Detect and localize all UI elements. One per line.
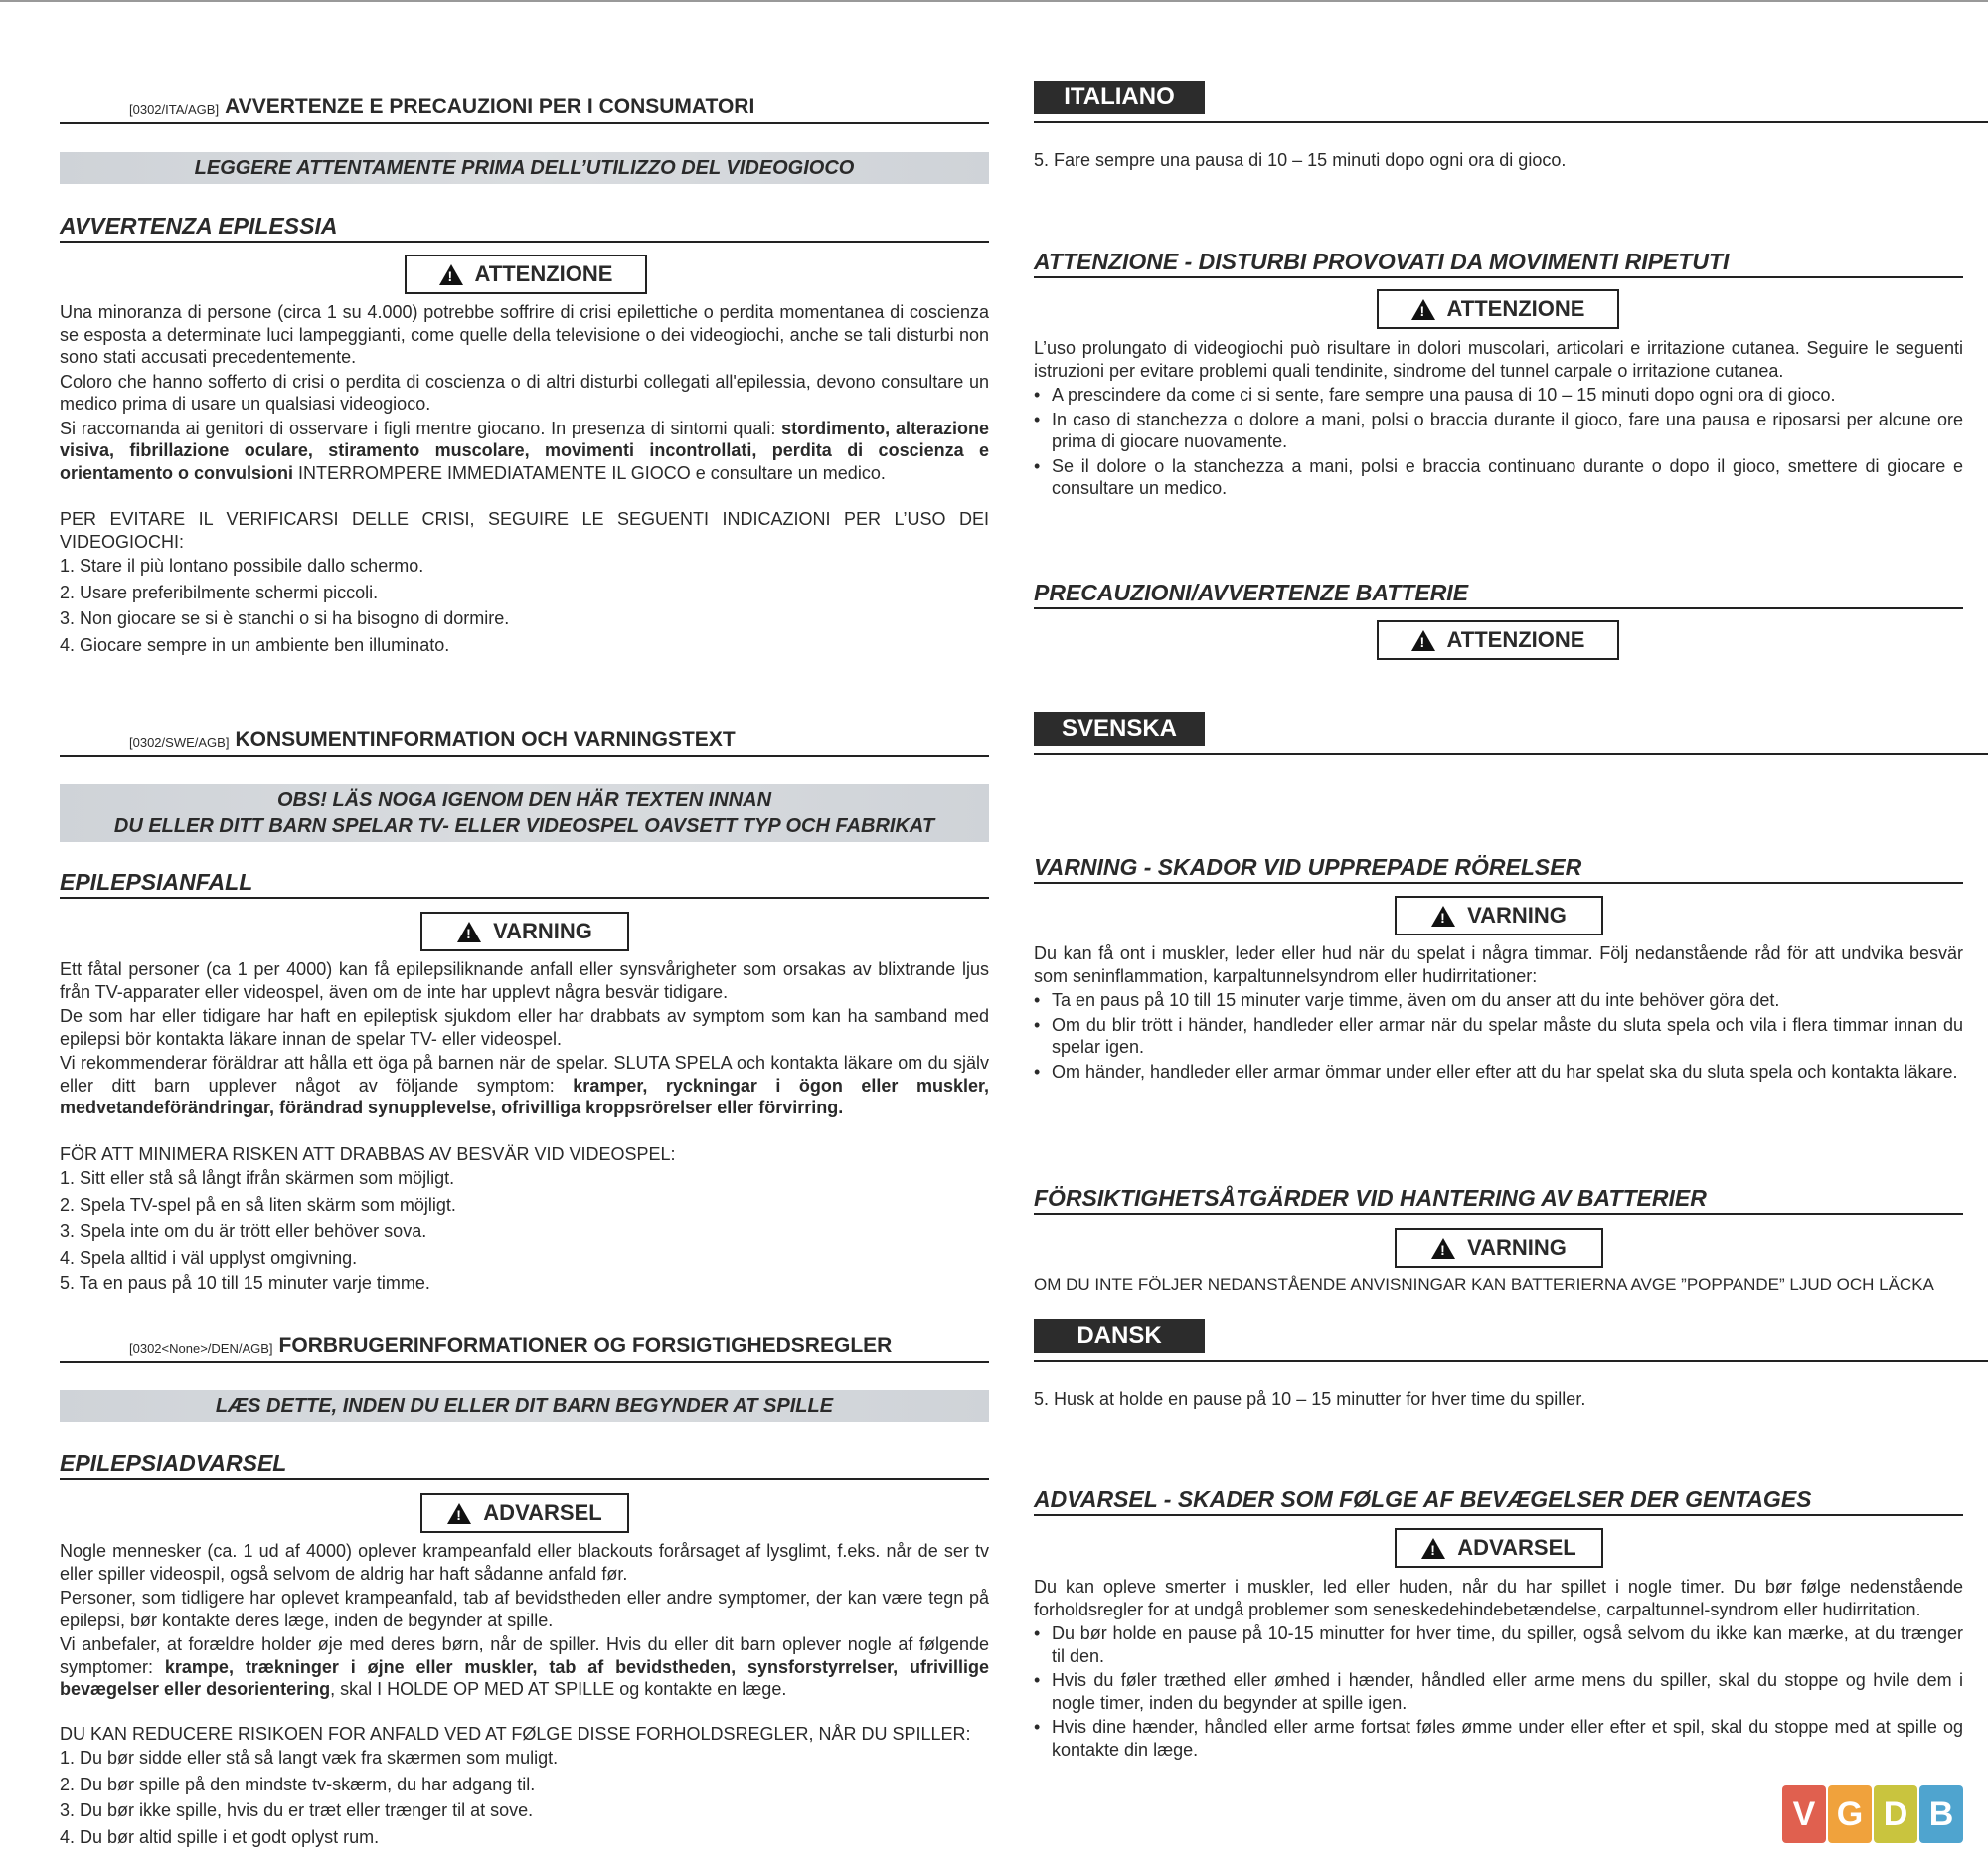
list-item: • Du bør holde en pause på 10-15 minutter for hver time, du spiller, også selvom du ikke kan mærke, at du trænger til den. bbox=[1052, 1622, 1963, 1667]
swedish-p3a: Vi rekommenderar föräldrar att hålla ett öga på barnen när de spelar. SLUTA SPELA och kontakta läkare om du själv eller ditt barn upplever något av följande symptom: bbox=[60, 1053, 989, 1096]
list-item: 2. Usare preferibilmente schermi piccoli. bbox=[60, 582, 379, 602]
italian-item5: 5. Fare sempre una pausa di 10 – 15 minuti dopo ogni ora di gioco. bbox=[1034, 150, 1567, 170]
italian-title: AVVERTENZE E PRECAUZIONI PER I CONSUMATORI bbox=[225, 95, 755, 118]
danish-rsi-warning-label: ADVARSEL bbox=[1457, 1535, 1576, 1560]
italian-list bbox=[60, 555, 989, 656]
danish-header bbox=[60, 1328, 989, 1363]
italian-p3a: Si raccomanda ai genitori di osservare i figli mentre giocano. In presenza di sintomi quali: bbox=[60, 418, 782, 438]
italian-battery-heading: PRECAUZIONI/AVVERTENZE BATTERIE bbox=[1034, 580, 1963, 609]
warning-triangle-icon bbox=[1421, 1538, 1445, 1559]
list-item: 2. Spela TV-spel på en så liten skärm som möjligt. bbox=[60, 1194, 456, 1215]
danish-rsi-p: Du kan opleve smerter i muskler, led eller huden, når du har spillet i nogle timer. Du bør følge nedenstående forholdsregler for at undgå problemer som seneskedehindebetændelse, carpaltunnel-syndrom eller hudirritation. bbox=[1034, 1577, 1963, 1619]
italian-rsi-warning-box bbox=[1377, 289, 1619, 329]
danish-p3c: , skal I HOLDE OP MED AT SPILLE og kontakte en læge. bbox=[330, 1679, 787, 1699]
swedish-header-rule bbox=[1034, 753, 1988, 755]
list-item: 1. Stare il più lontano possibile dallo schermo. bbox=[60, 556, 424, 576]
list-item: • Hvis du føler træthed eller ømhed i hænder, håndled eller arme mens du spiller, skal du stoppe og hvile dem i nogle timer, inden du begynder at spille igen. bbox=[1052, 1669, 1963, 1714]
danish-item5: 5. Husk at holde en pause på 10 – 15 minutter for hver time du spiller. bbox=[1034, 1389, 1586, 1409]
danish-rsi-heading: ADVARSEL - SKADER SOM FØLGE AF BEVÆGELSER DER GENTAGES bbox=[1034, 1486, 1963, 1516]
italian-battery-warning-label: ATTENZIONE bbox=[1446, 627, 1585, 652]
swedish-rsi-heading: VARNING - SKADOR VID UPPREPADE RÖRELSER bbox=[1034, 854, 1963, 884]
swedish-warning-box bbox=[420, 912, 629, 951]
list-item: • Se il dolore o la stanchezza a mani, polsi e braccia continuano durante o dopo il gioco, smettere di giocare e consultare un medico. bbox=[1052, 455, 1963, 500]
danish-title: FORBRUGERINFORMATIONER OG FORSIGTIGHEDSREGLER bbox=[278, 1334, 893, 1357]
list-item: 4. Spela alltid i väl upplyst omgivning. bbox=[60, 1247, 358, 1268]
swedish-banner-line2: DU ELLER DITT BARN SPELAR TV- ELLER VIDEOSPEL OAVSETT TYP OCH FABRIKAT bbox=[113, 815, 935, 837]
warning-triangle-icon bbox=[439, 264, 463, 285]
swedish-epilepsy-heading: EPILEPSIANFALL bbox=[60, 869, 989, 899]
swedish-p3b: kramper, ryckningar i ögon eller muskler, medvetandeförändringar, förändrad synupplevelse, ofrivilliga kroppsrörelser eller förvirring. bbox=[60, 1075, 989, 1117]
swedish-title: KONSUMENTINFORMATION OCH VARNINGSTEXT bbox=[235, 728, 736, 751]
list-item: 4. Du bør altid spille i et godt oplyst rum. bbox=[60, 1826, 380, 1847]
danish-epilepsy-text bbox=[60, 1540, 989, 1852]
warning-triangle-icon bbox=[1431, 1238, 1455, 1259]
danish-rsi-list bbox=[1034, 1622, 1963, 1761]
swedish-rsi-warning-label: VARNING bbox=[1467, 903, 1567, 928]
list-item: • A prescindere da come ci si sente, fare sempre una pausa di 10 – 15 minuti dopo ogni ora di gioco. bbox=[1052, 384, 1963, 407]
logo-letter: V bbox=[1782, 1785, 1826, 1843]
danish-epilepsy-heading: EPILEPSIADVARSEL bbox=[60, 1450, 989, 1480]
swedish-banner bbox=[60, 784, 989, 842]
danish-warning-label: ADVARSEL bbox=[483, 1500, 602, 1525]
list-item: 1. Sitt eller stå så långt ifrån skärmen som möjligt. bbox=[60, 1168, 455, 1188]
logo-letter: B bbox=[1919, 1785, 1963, 1843]
logo-letter: G bbox=[1828, 1785, 1872, 1843]
list-item: • Hvis dine hænder, håndled eller arme fortsat føles ømme under eller efter et spil, skal du stoppe med at spille og kontakte din læge. bbox=[1052, 1716, 1963, 1761]
swedish-rsi-p: Du kan få ont i muskler, leder eller hud när du spelat i några timmar. Följ nedanstående råd för att undvika besvär som seninflammation, karpaltunnelsyndrom eller hudirritationer: bbox=[1034, 943, 1963, 986]
swedish-code: [0302/SWE/AGB] bbox=[129, 735, 230, 750]
italian-p2: Coloro che hanno sofferto di crisi o perdita di coscienza o di altri disturbi collegati all'epilessia, devono consultare un medico prima di usare un qualsiasi videogioco. bbox=[60, 371, 989, 414]
logo-letter: D bbox=[1874, 1785, 1917, 1843]
vgdb-logo bbox=[1782, 1785, 1965, 1843]
italian-p3c: INTERROMPERE IMMEDIATAMENTE IL GIOCO e consultare un medico. bbox=[293, 462, 886, 483]
list-item: 3. Du bør ikke spille, hvis du er træt eller trænger til at sove. bbox=[60, 1800, 534, 1820]
swedish-p4: FÖR ATT MINIMERA RISKEN ATT DRABBAS AV BESVÄR VID VIDEOSPEL: bbox=[60, 1143, 676, 1164]
danish-rsi-warning-box bbox=[1395, 1528, 1603, 1568]
italian-rsi-text bbox=[1034, 337, 1963, 502]
italian-battery-warning-box bbox=[1377, 620, 1619, 660]
danish-p3b: krampe, trækninger i øjne eller muskler, tab af bevidstheden, synsforstyrrelser, ufrivillige bevægelser eller desorientering bbox=[60, 1656, 989, 1699]
italian-epilepsy-heading: AVVERTENZA EPILESSIA bbox=[60, 213, 989, 243]
warning-triangle-icon bbox=[1431, 906, 1455, 927]
italian-lang-tab: ITALIANO bbox=[1034, 81, 1205, 114]
list-item: 5. Ta en paus på 10 till 15 minuter varje timme. bbox=[60, 1274, 430, 1293]
danish-warning-box bbox=[420, 1493, 629, 1533]
swedish-p1: Ett fåtal personer (ca 1 per 4000) kan få epilepsiliknande anfall eller synsvårigheter som orsakas av blixtrande ljus från TV-apparater eller videospel, även om de inte har upplevt några besvär tidigare. bbox=[60, 959, 989, 1002]
danish-p2: Personer, som tidligere har oplevet krampeanfald, tab af bevidstheden eller andre symptomer, der kan være tegn på epilepsi, bør kontakte deres læge, inden de begynder at spille. bbox=[60, 1588, 989, 1630]
swedish-rsi-text bbox=[1034, 942, 1963, 1085]
italian-banner: LEGGERE ATTENTAMENTE PRIMA DELL’UTILIZZO DEL VIDEOGIOCO bbox=[60, 152, 989, 184]
swedish-banner-line1: OBS! LÄS NOGA IGENOM DEN HÄR TEXTEN INNAN bbox=[276, 789, 772, 811]
swedish-battery-heading: FÖRSIKTIGHETSÅTGÄRDER VID HANTERING AV BATTERIER bbox=[1034, 1185, 1963, 1215]
list-item: 2. Du bør spille på den mindste tv-skærm, du har adgang til. bbox=[60, 1774, 536, 1794]
danish-lang-tab: DANSK bbox=[1034, 1319, 1205, 1353]
list-item: 3. Spela inte om du är trött eller behöver sova. bbox=[60, 1221, 427, 1241]
danish-code: [0302<None>/DEN/AGB] bbox=[129, 1341, 273, 1356]
list-item: • Ta en paus på 10 till 15 minuter varje timme, även om du anser att du inte behöver göra det. bbox=[1052, 989, 1963, 1012]
swedish-battery-text: OM DU INTE FÖLJER NEDANSTÅENDE ANVISNINGAR KAN BATTERIERNA AVGE ”POPPANDE” LJUD OCH LÄCKA bbox=[1034, 1275, 1934, 1294]
danish-p3a: Vi anbefaler, at forældre holder øje med deres børn, når de spiller. Hvis du eller dit barn oplever nogle af følgende symptomer: bbox=[60, 1634, 989, 1677]
list-item: 3. Non giocare se si è stanchi o si ha bisogno di dormire. bbox=[60, 608, 510, 628]
italian-p3b: stordimento, alterazione visiva, fibrillazione oculare, stiramento muscolare, movimenti incontrollati, perdita di coscienza e orientamento o convulsioni bbox=[60, 418, 989, 483]
italian-rsi-warning-label: ATTENZIONE bbox=[1446, 296, 1585, 321]
list-item: • In caso di stanchezza o dolore a mani, polsi o braccia durante il gioco, fare una pausa e riposarsi per alcune ore prima di giocare nuovamente. bbox=[1052, 409, 1963, 453]
italian-warning-box bbox=[405, 255, 647, 294]
danish-p1: Nogle mennesker (ca. 1 ud af 4000) oplever krampeanfald eller blackouts forårsaget af lysglimt, f.eks. når de ser tv eller spiller videospil, også selvom de aldrig har haft sådanne anfald før. bbox=[60, 1541, 989, 1584]
italian-rsi-p: L’uso prolungato di videogiochi può risultare in dolori muscolari, articolari e irritazione cutanea. Seguire le seguenti istruzioni per evitare problemi quali tendinite, sindrome del tunnel carpale o irritazione cutanea. bbox=[1034, 338, 1963, 381]
danish-p4: DU KAN REDUCERE RISIKOEN FOR ANFALD VED AT FØLGE DISSE FORHOLDSREGLER, NÅR DU SPILLER: bbox=[60, 1723, 971, 1744]
warning-triangle-icon bbox=[1411, 299, 1435, 320]
italian-warning-label: ATTENZIONE bbox=[474, 261, 613, 286]
italian-epilepsy-text bbox=[60, 301, 989, 660]
italian-header-rule bbox=[1034, 121, 1988, 123]
italian-p1: Una minoranza di persone (circa 1 su 4.000) potrebbe soffrire di crisi epilettiche o perdita momentanea di coscienza se esposta a determinate luci lampeggianti, come quelle della televisione o dei videogiochi, anche se tali disturbi non sono stati accusati precedentemente. bbox=[60, 302, 989, 367]
swedish-list bbox=[60, 1167, 989, 1295]
italian-code: [0302/ITA/AGB] bbox=[129, 102, 220, 117]
swedish-lang-tab: SVENSKA bbox=[1034, 712, 1205, 746]
danish-header-rule bbox=[1034, 1360, 1988, 1362]
danish-list bbox=[60, 1747, 989, 1848]
swedish-header bbox=[60, 722, 989, 757]
danish-banner: LÆS DETTE, INDEN DU ELLER DIT BARN BEGYNDER AT SPILLE bbox=[60, 1390, 989, 1422]
list-item: • Om du blir trött i händer, handleder eller armar när du spelar måste du sluta spela och vila i flera timmar innan du spelar igen. bbox=[1052, 1014, 1963, 1059]
list-item: • Om händer, handleder eller armar ömmar under eller efter att du har spelat ska du sluta spela och kontakta läkare. bbox=[1052, 1061, 1963, 1084]
italian-p4: PER EVITARE IL VERIFICARSI DELLE CRISI, SEGUIRE LE SEGUENTI INDICAZIONI PER L’USO DEI VIDEOGIOCHI: bbox=[60, 509, 989, 552]
swedish-battery-warning-label: VARNING bbox=[1467, 1235, 1567, 1260]
danish-p3 bbox=[60, 1633, 989, 1701]
italian-header bbox=[60, 89, 989, 124]
swedish-rsi-warning-box bbox=[1395, 896, 1603, 935]
swedish-p3 bbox=[60, 1052, 989, 1119]
swedish-rsi-list bbox=[1034, 989, 1963, 1083]
swedish-warning-label: VARNING bbox=[493, 919, 592, 943]
italian-rsi-heading: ATTENZIONE - DISTURBI PROVOVATI DA MOVIMENTI RIPETUTI bbox=[1034, 249, 1963, 278]
swedish-battery-warning-box bbox=[1395, 1228, 1603, 1268]
swedish-epilepsy-text bbox=[60, 958, 989, 1299]
swedish-p2: De som har eller tidigare har haft en epileptisk sjukdom eller har drabbats av symptom som kan ha samband med epilepsi bör kontakta läkare innan de spelar TV- eller videospel. bbox=[60, 1006, 989, 1049]
list-item: 1. Du bør sidde eller stå så langt væk fra skærmen som muligt. bbox=[60, 1748, 559, 1768]
warning-triangle-icon bbox=[457, 922, 481, 942]
list-item: 4. Giocare sempre in un ambiente ben illuminato. bbox=[60, 634, 450, 655]
danish-rsi-text bbox=[1034, 1576, 1963, 1763]
warning-triangle-icon bbox=[1411, 630, 1435, 651]
italian-rsi-list bbox=[1034, 384, 1963, 500]
italian-p3 bbox=[60, 418, 989, 485]
top-border bbox=[0, 0, 1988, 2]
warning-triangle-icon bbox=[447, 1503, 471, 1524]
